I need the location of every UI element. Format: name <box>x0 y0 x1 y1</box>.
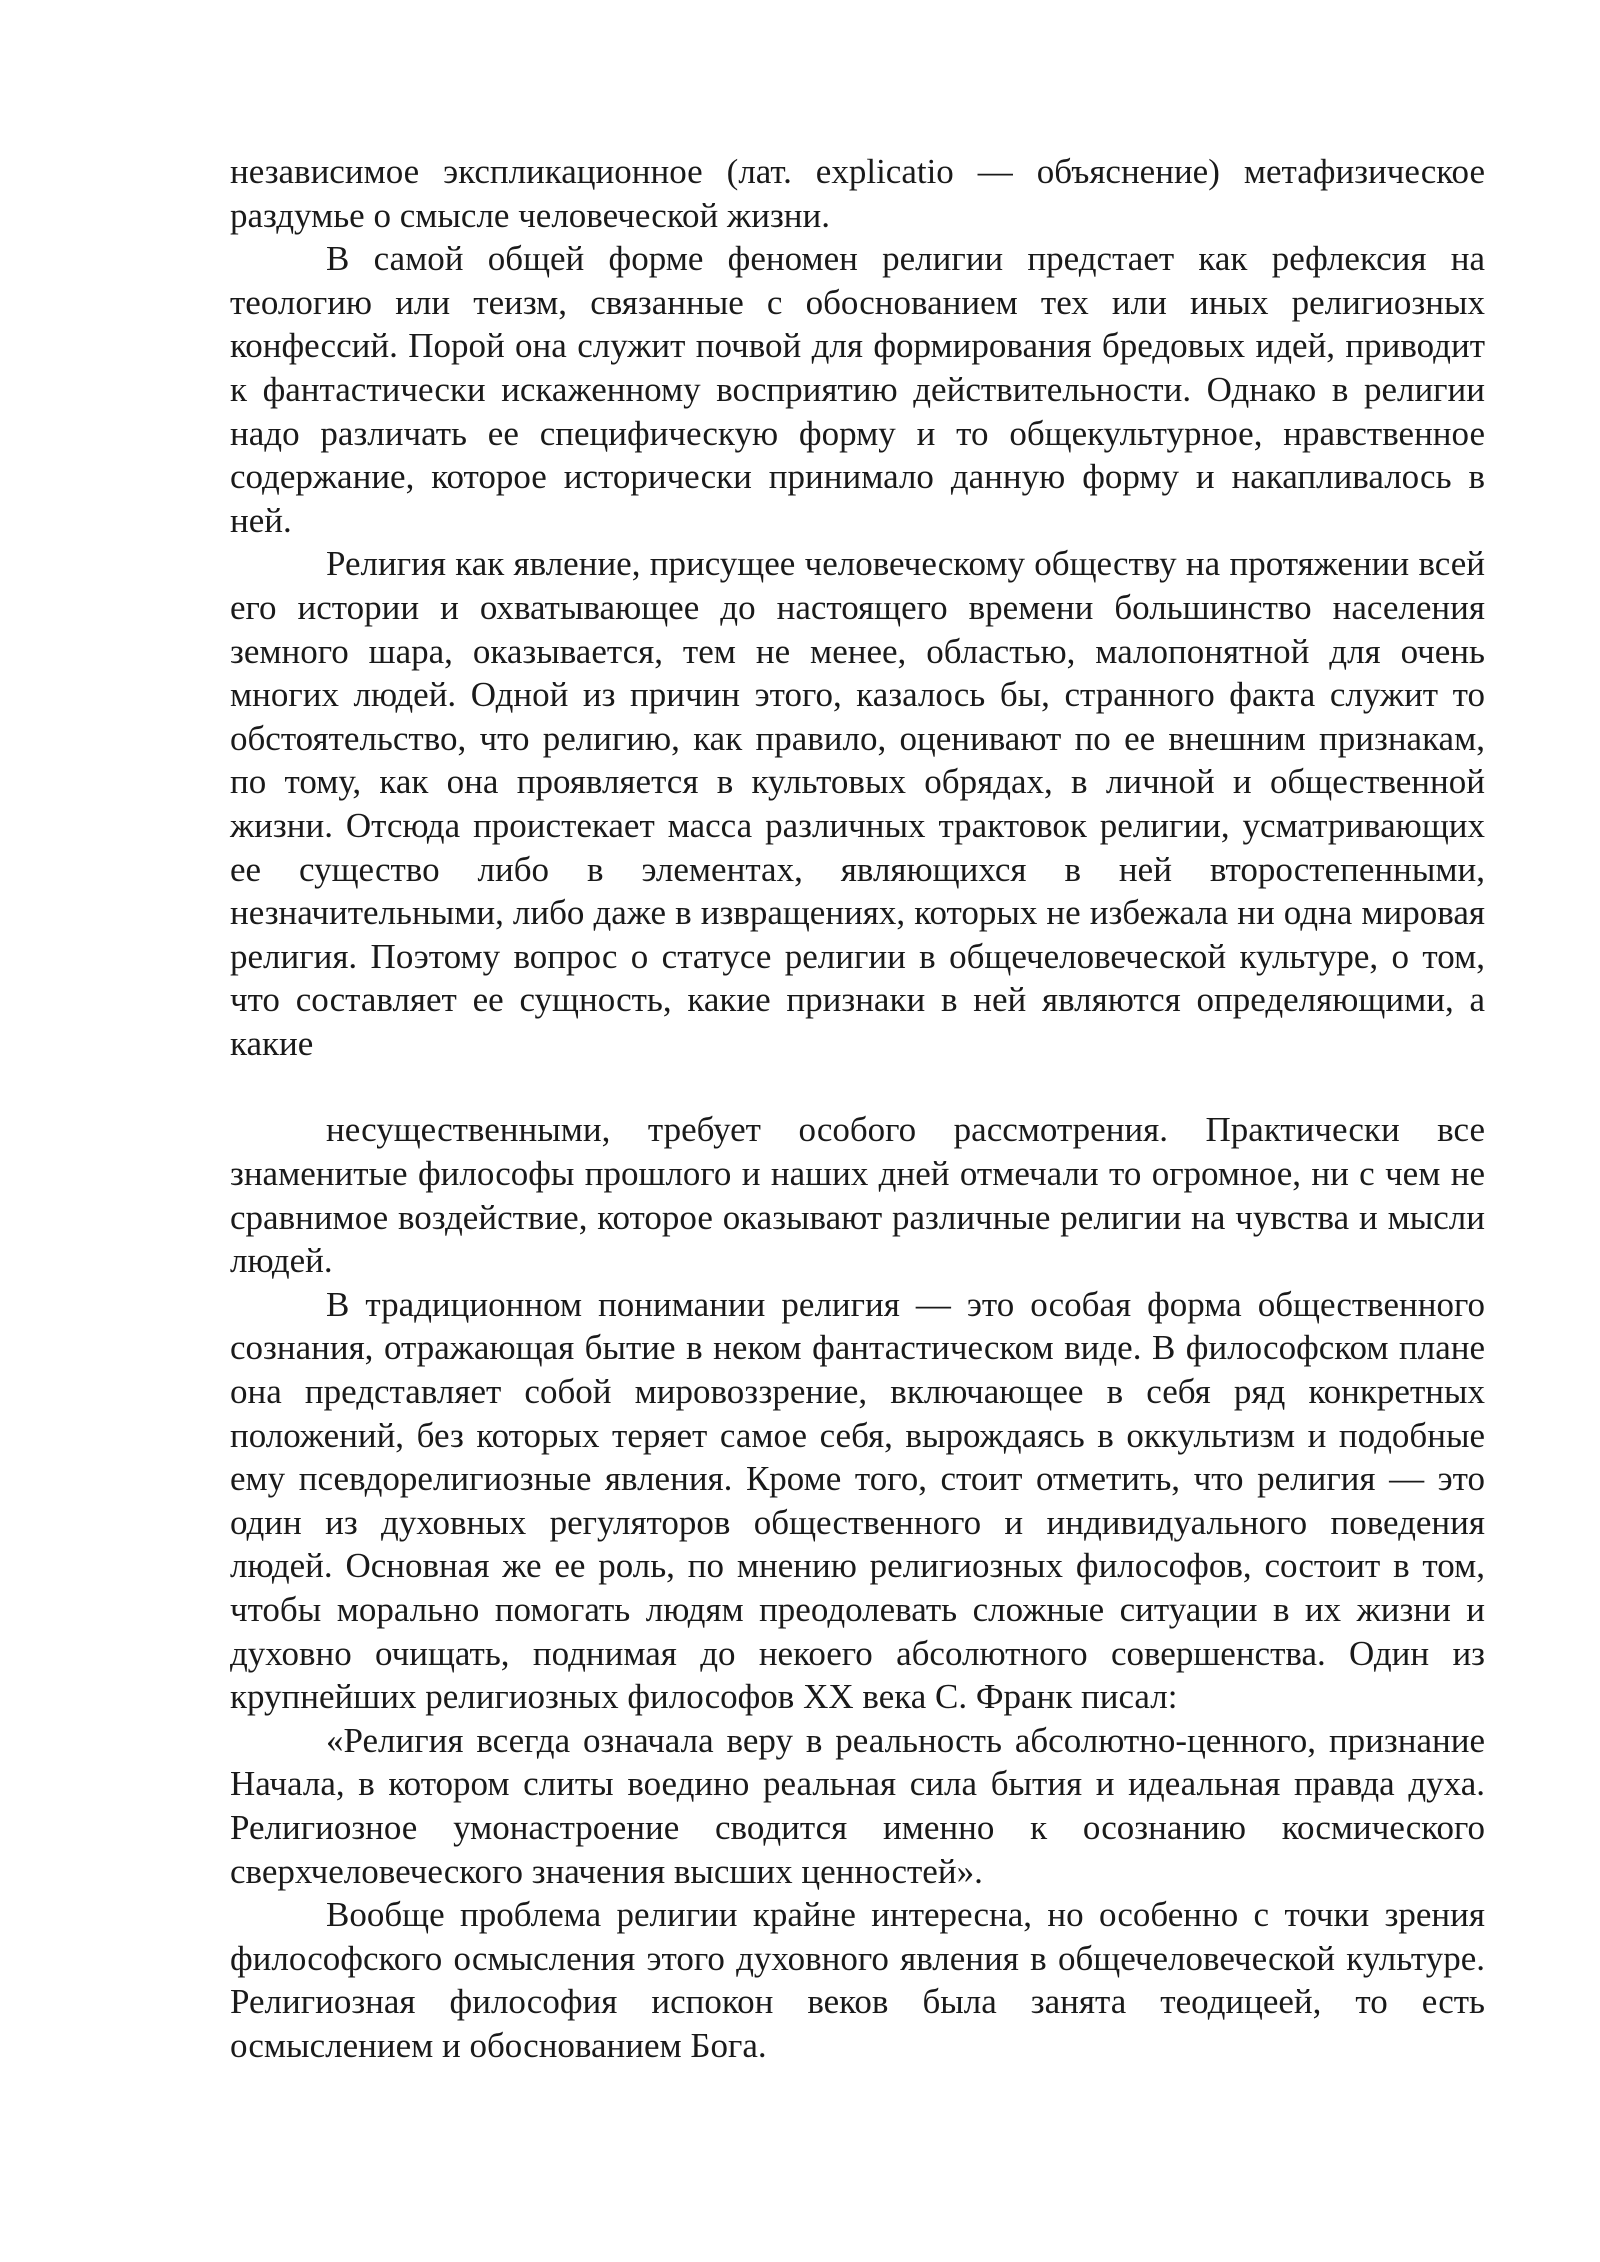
page-break-gap <box>230 1065 1485 1108</box>
paragraph-7: Вообще проблема религии крайне интересна, но особенно с точки зрения философского осмысления этого духовного явления в общечеловеческой культуре. Религиозная философия испокон веков была занята теодицеей, то есть осмыслением и обоснованием Бога. <box>230 1895 1485 2065</box>
paragraph-4: несущественными, требует особого рассмотрения. Практически все знаменитые философы прошлого и наших дней отмечали то огромное, ни с чем не сравнимое воздействие, которое оказывают различные религии на чувства и мысли людей. <box>230 1110 1485 1281</box>
quote-paragraph: «Религия всегда означала веру в реальность абсолютно-ценного, признание Начала, в котором слиты воедино реальная сила бытия и идеальная правда духа. Религиозное умонастроение сводится именно к осознанию космического сверхчеловеческого значения высших ценностей». <box>230 1720 1485 1891</box>
paragraph-2: В самой общей форме феномен религии предстает как рефлексия на теологию или теизм, связанные с обоснованием тех или иных религиозных конфессий. Порой она служит почвой для формирования бредовых идей, приводит к фантастически искаженному восприятию действительности. Однако в религии надо различать ее специфическую форму и то общекультурное, нравственное содержание, которое исторически принимало данную форму и накапливалось в ней. <box>230 239 1485 540</box>
document-page <box>230 150 1485 2068</box>
paragraph-3: Религия как явление, присущее человеческому обществу на протяжении всей его истории и охватывающее до настоящего времени большинство населения земного шара, оказывается, тем не менее, областью, малопонятной для очень многих людей. Одной из причин этого, казалось бы, странного факта служит то обстоятельство, что религию, как правило, оценивают по ее внешним признакам, по тому, как она проявляется в культовых обрядах, в личной и общественной жизни. Отсюда проистекает масса различных трактовок религии, усматривающих ее существо либо в элементах, являющихся в ней второстепенными, незначительными, либо даже в извращениях, которых не избежала ни одна мировая религия. Поэтому вопрос о статусе религии в общечеловеческой культуре, о том, что составляет ее сущность, какие признаки в ней являются определяющими, а какие <box>230 544 1485 1063</box>
paragraph-1: независимое экспликационное (лат. explicatio — объяснение) метафизическое раздумье о смысле человеческой жизни. <box>230 152 1485 235</box>
paragraph-5: В традиционном понимании религия — это особая форма общественного сознания, отражающая бытие в неком фантастическом виде. В философском плане она представляет собой мировоззрение, включающее в себя ряд конкретных положений, без которых теряет самое себя, вырождаясь в оккультизм и подобные ему псевдорелигиозные явления. Кроме того, стоит отметить, что религия — это один из духовных регуляторов общественного и индивидуального поведения людей. Основная же ее роль, по мнению религиозных философов, состоит в том, чтобы морально помогать людям преодолевать сложные ситуации в их жизни и духовно очищать, поднимая до некоего абсолютного совершенства. Один из крупнейших религиозных философов XX века С. Франк писал: <box>230 1284 1485 1717</box>
